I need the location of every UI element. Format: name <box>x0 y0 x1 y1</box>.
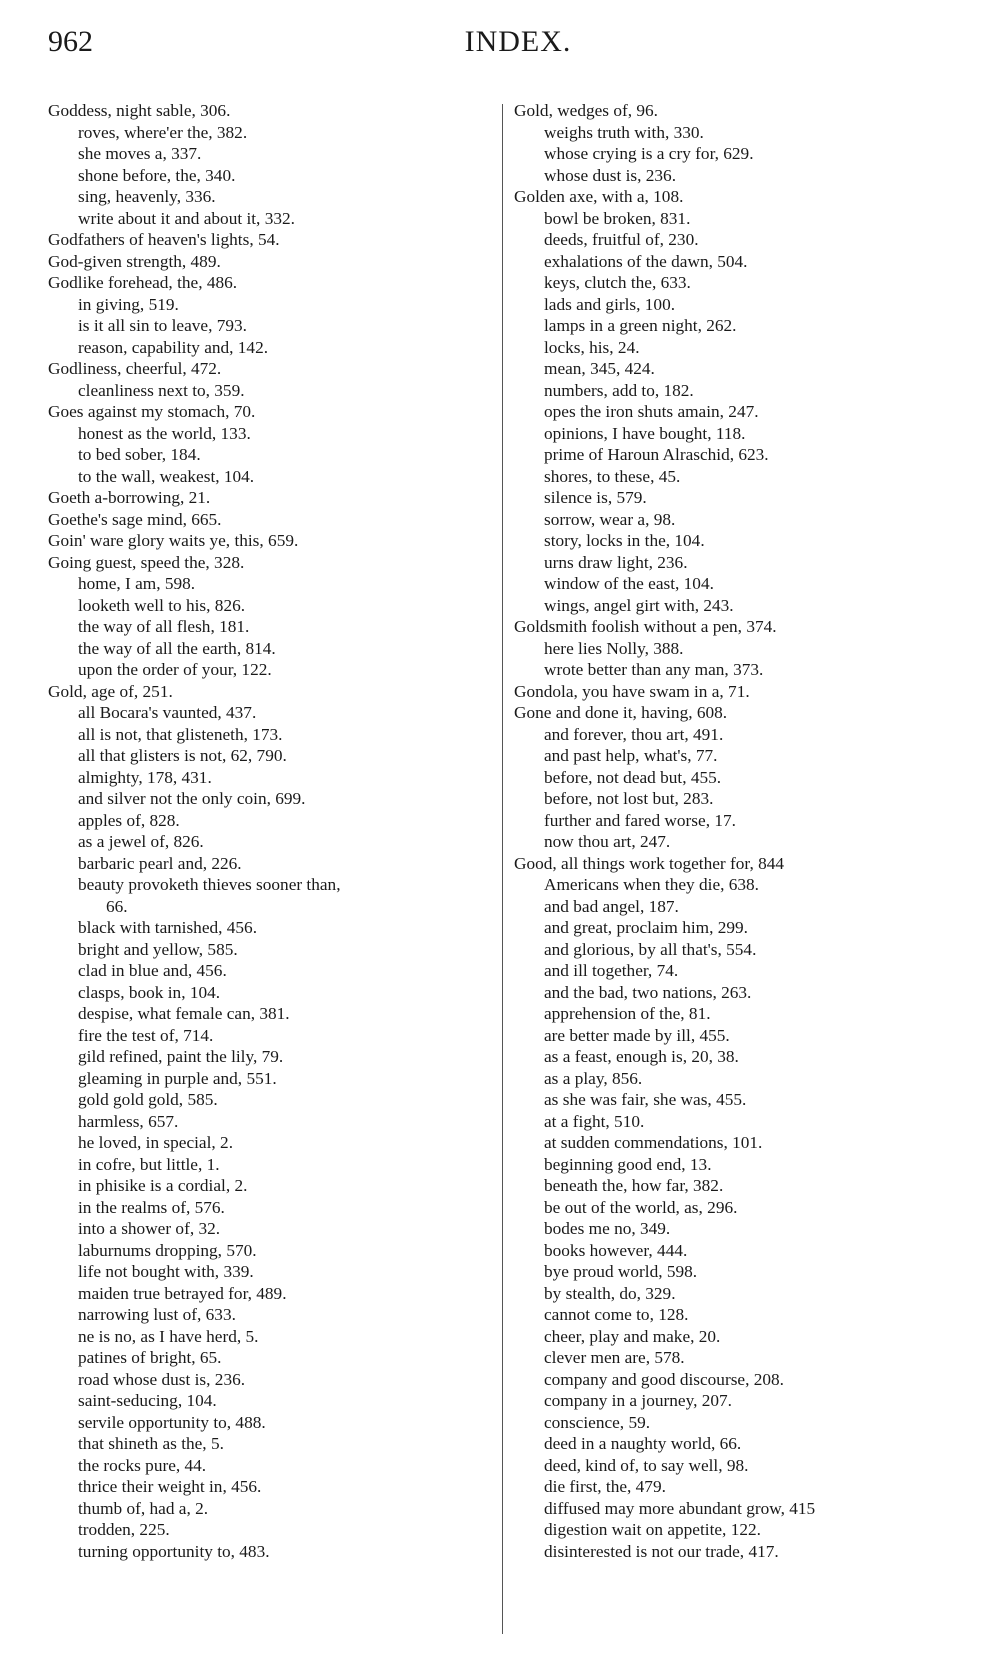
index-subentry: all that glisters is not, 62, 790. <box>78 746 287 765</box>
index-entry: Gondola, you have swam in a, 71. <box>514 681 750 701</box>
index-subentry: the rocks pure, 44. <box>78 1455 207 1475</box>
index-subentry: further and fared worse, 17. <box>544 810 736 830</box>
index-subentry: lads and girls, 100. <box>544 294 676 314</box>
index-entry: Goeth a-borrowing, 21. <box>48 488 211 507</box>
index-entry: Goin' ware glory waits ye, this, 659. <box>48 531 299 550</box>
index-subentry: locks, his, 24. <box>544 337 640 357</box>
index-subentry: turning opportunity to, 483. <box>78 1541 270 1561</box>
index-subentry: the way of all flesh, 181. <box>78 617 250 636</box>
index-subentry: roves, where'er the, 382. <box>78 122 248 142</box>
index-entry: Goldsmith foolish without a pen, 374. <box>514 617 777 636</box>
index-subentry: before, not dead but, 455. <box>544 767 722 787</box>
index-subentry: deed, kind of, to say well, 98. <box>544 1455 749 1475</box>
index-subentry: apprehension of the, 81. <box>544 1004 711 1023</box>
index-subentry: life not bought with, 339. <box>78 1262 254 1281</box>
index-subentry: servile opportunity to, 488. <box>78 1412 266 1432</box>
index-subentry: despise, what female can, 381. <box>78 1004 290 1023</box>
index-subentry: at a fight, 510. <box>544 1111 645 1131</box>
index-subentry: honest as the world, 133. <box>78 423 251 443</box>
index-entry: Gone and done it, having, 608. <box>514 703 728 722</box>
page-title: INDEX. <box>464 25 572 58</box>
index-subentry: and silver not the only coin, 699. <box>78 789 306 808</box>
page-number: 962 <box>48 25 93 58</box>
index-subentry: bowl be broken, 831. <box>544 208 691 228</box>
index-subentry: almighty, 178, 431. <box>78 767 212 787</box>
index-subentry: beginning good end, 13. <box>544 1154 712 1174</box>
index-subentry: and the bad, two nations, 263. <box>544 982 752 1002</box>
index-subentry: digestion wait on appetite, 122. <box>544 1520 761 1539</box>
index-subentry: weighs truth with, 330. <box>544 122 704 142</box>
index-subentry: sing, heavenly, 336. <box>78 187 216 206</box>
index-subentry: clasps, book in, 104. <box>78 982 221 1002</box>
index-subentry: trodden, 225. <box>78 1520 170 1539</box>
index-subentry: gild refined, paint the lily, 79. <box>78 1047 284 1066</box>
index-subentry: in phisike is a cordial, 2. <box>78 1176 248 1195</box>
index-subentry: home, I am, 598. <box>78 574 196 593</box>
index-entry: Goethe's sage mind, 665. <box>48 509 222 529</box>
index-subentry: as a feast, enough is, 20, 38. <box>544 1047 739 1066</box>
index-column-right <box>514 100 954 1562</box>
index-subentry: here lies Nolly, 388. <box>544 638 684 658</box>
index-subentry: exhalations of the dawn, 504. <box>544 251 748 271</box>
index-subentry: beneath the, how far, 382. <box>544 1176 724 1195</box>
index-subentry: all Bocara's vaunted, 437. <box>78 703 257 722</box>
index-subentry: deed in a naughty world, 66. <box>544 1434 742 1453</box>
index-subentry: she moves a, 337. <box>78 144 202 163</box>
index-subentry: wings, angel girt with, 243. <box>544 595 734 615</box>
index-subentry: die first, the, 479. <box>544 1477 666 1496</box>
index-subentry: before, not lost but, 283. <box>544 789 714 808</box>
index-subentry: bye proud world, 598. <box>544 1262 698 1281</box>
index-subentry: bodes me no, 349. <box>544 1219 671 1238</box>
index-subentry: the way of all the earth, 814. <box>78 638 276 658</box>
index-entry-continuation: 66. <box>106 896 128 916</box>
index-subentry: whose dust is, 236. <box>544 165 677 185</box>
index-subentry: window of the east, 104. <box>544 574 714 593</box>
index-subentry: as a jewel of, 826. <box>78 832 204 851</box>
index-subentry: shores, to these, 45. <box>544 466 681 486</box>
index-subentry: mean, 345, 424. <box>544 359 655 378</box>
index-subentry: harmless, 657. <box>78 1111 179 1131</box>
index-subentry: lamps in a green night, 262. <box>544 316 737 335</box>
index-subentry: sorrow, wear a, 98. <box>544 509 676 529</box>
index-subentry: shone before, the, 340. <box>78 165 236 185</box>
index-subentry: reason, capability and, 142. <box>78 337 269 357</box>
index-subentry: silence is, 579. <box>544 488 647 507</box>
index-subentry: all is not, that glisteneth, 173. <box>78 724 283 744</box>
index-subentry: that shineth as the, 5. <box>78 1434 224 1453</box>
index-subentry: thumb of, had a, 2. <box>78 1498 209 1518</box>
index-subentry: cleanliness next to, 359. <box>78 380 245 400</box>
column-divider <box>502 104 503 1634</box>
index-subentry: and forever, thou art, 491. <box>544 724 724 744</box>
index-subentry: barbaric pearl and, 226. <box>78 853 242 873</box>
index-subentry: opinions, I have bought, 118. <box>544 423 746 443</box>
index-subentry: company in a journey, 207. <box>544 1391 732 1410</box>
index-subentry: looketh well to his, 826. <box>78 595 246 615</box>
index-subentry: into a shower of, 32. <box>78 1219 221 1238</box>
index-subentry: company and good discourse, 208. <box>544 1369 784 1389</box>
index-subentry: are better made by ill, 455. <box>544 1025 730 1045</box>
index-subentry: beauty provoketh thieves sooner than, <box>78 875 341 894</box>
index-subentry: as she was fair, she was, 455. <box>544 1090 747 1109</box>
index-subentry: whose crying is a cry for, 629. <box>544 144 754 163</box>
index-subentry: Americans when they die, 638. <box>544 875 759 894</box>
index-subentry: he loved, in special, 2. <box>78 1133 234 1152</box>
index-subentry: bright and yellow, 585. <box>78 939 238 959</box>
index-subentry: opes the iron shuts amain, 247. <box>544 402 759 421</box>
index-subentry: numbers, add to, 182. <box>544 380 694 400</box>
index-subentry: and bad angel, 187. <box>544 896 679 916</box>
index-subentry: now thou art, 247. <box>544 832 671 851</box>
index-entry: God-given strength, 489. <box>48 251 221 271</box>
index-subentry: laburnums dropping, 570. <box>78 1240 257 1260</box>
index-subentry: books however, 444. <box>544 1240 688 1260</box>
index-subentry: gleaming in purple and, 551. <box>78 1068 277 1088</box>
index-column-left <box>48 100 468 1562</box>
index-entry: Goes against my stomach, 70. <box>48 402 256 421</box>
index-subentry: saint-seducing, 104. <box>78 1391 217 1410</box>
index-subentry: keys, clutch the, 633. <box>544 273 691 292</box>
index-subentry: in the realms of, 576. <box>78 1197 225 1217</box>
index-subentry: black with tarnished, 456. <box>78 918 258 937</box>
index-entry: Godliness, cheerful, 472. <box>48 359 222 378</box>
index-subentry: to the wall, weakest, 104. <box>78 466 255 486</box>
index-entry: Godfathers of heaven's lights, 54. <box>48 230 280 249</box>
index-subentry: ne is no, as I have herd, 5. <box>78 1326 259 1346</box>
index-subentry: wrote better than any man, 373. <box>544 660 764 679</box>
index-subentry: thrice their weight in, 456. <box>78 1477 262 1496</box>
index-subentry: is it all sin to leave, 793. <box>78 316 247 335</box>
index-entry: Godlike forehead, the, 486. <box>48 273 238 292</box>
index-subentry: maiden true betrayed for, 489. <box>78 1283 287 1303</box>
index-entry: Gold, age of, 251. <box>48 681 173 701</box>
index-subentry: deeds, fruitful of, 230. <box>544 230 699 249</box>
index-subentry: cannot come to, 128. <box>544 1305 689 1324</box>
index-subentry: gold gold gold, 585. <box>78 1090 218 1109</box>
index-subentry: fire the test of, 714. <box>78 1025 214 1045</box>
index-subentry: conscience, 59. <box>544 1412 651 1432</box>
index-subentry: be out of the world, as, 296. <box>544 1197 738 1217</box>
index-subentry: urns draw light, 236. <box>544 552 688 572</box>
index-subentry: apples of, 828. <box>78 810 180 830</box>
index-subentry: in cofre, but little, 1. <box>78 1154 220 1174</box>
index-subentry: story, locks in the, 104. <box>544 531 705 550</box>
index-subentry: clever men are, 578. <box>544 1348 685 1367</box>
index-subentry: disinterested is not our trade, 417. <box>544 1541 779 1561</box>
index-subentry: at sudden commendations, 101. <box>544 1133 763 1152</box>
index-subentry: upon the order of your, 122. <box>78 660 272 679</box>
index-subentry: write about it and about it, 332. <box>78 208 295 228</box>
index-subentry: by stealth, do, 329. <box>544 1283 676 1303</box>
index-subentry: cheer, play and make, 20. <box>544 1326 721 1346</box>
page-header <box>48 22 928 72</box>
index-subentry: prime of Haroun Alraschid, 623. <box>544 445 769 464</box>
index-subentry: narrowing lust of, 633. <box>78 1305 236 1324</box>
index-subentry: patines of bright, 65. <box>78 1348 222 1367</box>
index-entry: Goddess, night sable, 306. <box>48 101 231 120</box>
index-entry: Gold, wedges of, 96. <box>514 101 658 120</box>
index-subentry: in giving, 519. <box>78 294 179 314</box>
index-subentry: road whose dust is, 236. <box>78 1369 246 1389</box>
index-subentry: diffused may more abundant grow, 415 <box>544 1498 816 1518</box>
index-entry: Going guest, speed the, 328. <box>48 552 245 572</box>
index-subentry: clad in blue and, 456. <box>78 961 227 980</box>
index-entry: Good, all things work together for, 844 <box>514 853 785 873</box>
index-subentry: to bed sober, 184. <box>78 445 201 464</box>
index-entry: Golden axe, with a, 108. <box>514 187 684 206</box>
index-subentry: and great, proclaim him, 299. <box>544 918 748 937</box>
index-subentry: and past help, what's, 77. <box>544 746 718 765</box>
index-subentry: and glorious, by all that's, 554. <box>544 939 757 959</box>
index-subentry: and ill together, 74. <box>544 961 679 980</box>
index-subentry: as a play, 856. <box>544 1068 643 1088</box>
